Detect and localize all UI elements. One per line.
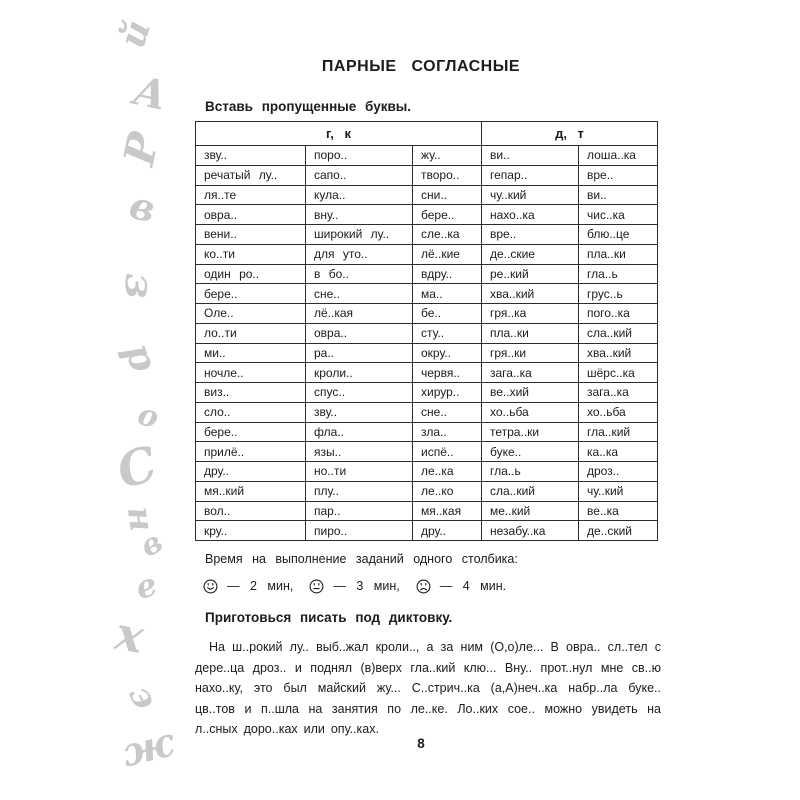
table-cell: сла..кий xyxy=(579,323,658,343)
table-cell: пар.. xyxy=(306,501,413,521)
table-cell: гла..ь xyxy=(482,462,579,482)
neutral-face-icon xyxy=(309,579,324,594)
table-cell: бе.. xyxy=(413,304,482,324)
margin-letter-А: А xyxy=(129,67,172,120)
table-cell: прилё.. xyxy=(196,442,306,462)
table-cell: плу.. xyxy=(306,481,413,501)
margin-letter-в: в xyxy=(134,524,169,565)
table-cell: бере.. xyxy=(196,284,306,304)
table-row xyxy=(196,323,658,343)
table-cell: окру.. xyxy=(413,343,482,363)
table-cell: ви.. xyxy=(579,185,658,205)
table-cell: для уто.. xyxy=(306,244,413,264)
table-cell: де..ский xyxy=(579,521,658,541)
table-cell: сапо.. xyxy=(306,165,413,185)
table-cell: лё..кая xyxy=(306,304,413,324)
table-cell: поро.. xyxy=(306,146,413,166)
table-row xyxy=(196,244,658,264)
table-row xyxy=(196,264,658,284)
table-cell: ло..ти xyxy=(196,323,306,343)
table-cell: ми.. xyxy=(196,343,306,363)
table-cell: лоша..ка xyxy=(579,146,658,166)
timing-label: — 3 мин, xyxy=(333,579,400,593)
table-cell: тетра..ки xyxy=(482,422,579,442)
table-cell: вдру.. xyxy=(413,264,482,284)
table-cell: в бо.. xyxy=(306,264,413,284)
table-cell: бере.. xyxy=(196,422,306,442)
table-cell: речатый лу.. xyxy=(196,165,306,185)
table-row xyxy=(196,304,658,324)
table-row xyxy=(196,225,658,245)
table-cell: кроли.. xyxy=(306,363,413,383)
table-cell: вени.. xyxy=(196,225,306,245)
table-cell: хо..ьба xyxy=(579,402,658,422)
table-cell: мя..кая xyxy=(413,501,482,521)
table-cell: спус.. xyxy=(306,383,413,403)
table-cell: буке.. xyxy=(482,442,579,462)
table-cell: вол.. xyxy=(196,501,306,521)
table-cell: гря..ка xyxy=(482,304,579,324)
word-table xyxy=(195,121,658,541)
table-row xyxy=(196,146,658,166)
margin-letter-н: н xyxy=(118,503,162,535)
table-row xyxy=(196,521,658,541)
table-row xyxy=(196,442,658,462)
table-cell: чу..кий xyxy=(482,185,579,205)
table-row xyxy=(196,462,658,482)
table-cell: ра.. xyxy=(306,343,413,363)
table-cell: фла.. xyxy=(306,422,413,442)
timing-item xyxy=(203,579,293,594)
table-group-header-0: г, к xyxy=(196,122,482,146)
table-row xyxy=(196,205,658,225)
table-cell: гря..ки xyxy=(482,343,579,363)
table-cell: блю..це xyxy=(579,225,658,245)
table-cell: но..ти xyxy=(306,462,413,482)
page-title: ПАРНЫЕ СОГЛАСНЫЕ xyxy=(321,58,521,75)
table-cell: чу..кий xyxy=(579,481,658,501)
margin-letter-ж: ж xyxy=(116,718,180,777)
table-cell: хирур.. xyxy=(413,383,482,403)
table-cell: кру.. xyxy=(196,521,306,541)
table-row xyxy=(196,185,658,205)
table-cell: незабу..ка xyxy=(482,521,579,541)
table-cell: бере.. xyxy=(413,205,482,225)
table-cell: червя.. xyxy=(413,363,482,383)
table-cell: пла..ки xyxy=(482,323,579,343)
table-cell: гла..ь xyxy=(579,264,658,284)
table-row xyxy=(196,422,658,442)
margin-letter-е: е xyxy=(130,564,162,608)
table-cell: пого..ка xyxy=(579,304,658,324)
table-cell: широкий лу.. xyxy=(306,225,413,245)
table-group-header-1: д, т xyxy=(482,122,658,146)
table-cell: вре.. xyxy=(482,225,579,245)
table-cell: гепар.. xyxy=(482,165,579,185)
table-cell: зву.. xyxy=(196,146,306,166)
table-cell: кула.. xyxy=(306,185,413,205)
dictation-heading: Приготовься писать под диктовку. xyxy=(205,610,453,625)
table-cell: жу.. xyxy=(413,146,482,166)
margin-letter-в: в xyxy=(125,181,161,232)
table-cell: ко..ти xyxy=(196,244,306,264)
table-cell: зла.. xyxy=(413,422,482,442)
table-row xyxy=(196,501,658,521)
table-cell: хва..кий xyxy=(482,284,579,304)
table-cell: овра.. xyxy=(196,205,306,225)
table-cell: ме..кий xyxy=(482,501,579,521)
table-cell: гла..кий xyxy=(579,422,658,442)
table-cell: ночле.. xyxy=(196,363,306,383)
table-cell: вре.. xyxy=(579,165,658,185)
table-row xyxy=(196,481,658,501)
table-cell: творо.. xyxy=(413,165,482,185)
sad-face-icon xyxy=(416,579,431,594)
table-cell: зага..ка xyxy=(482,363,579,383)
table-cell: ве..хий xyxy=(482,383,579,403)
table-cell: зву.. xyxy=(306,402,413,422)
timing-label: — 2 мин, xyxy=(227,579,294,593)
margin-letter-Р: Р xyxy=(114,128,169,170)
table-row xyxy=(196,383,658,403)
table-cell: сле..ка xyxy=(413,225,482,245)
table-row xyxy=(196,402,658,422)
table-cell: ле..ка xyxy=(413,462,482,482)
table-cell: грус..ь xyxy=(579,284,658,304)
margin-letter-о: о xyxy=(134,397,163,436)
table-cell: ре..кий xyxy=(482,264,579,284)
table-cell: сне.. xyxy=(413,402,482,422)
table-row xyxy=(196,284,658,304)
table-cell: пла..ки xyxy=(579,244,658,264)
table-cell: испё.. xyxy=(413,442,482,462)
margin-letter-з: з xyxy=(115,272,164,300)
table-cell: сне.. xyxy=(306,284,413,304)
table-cell: ка..ка xyxy=(579,442,658,462)
table-cell: де..ские xyxy=(482,244,579,264)
table-cell: овра.. xyxy=(306,323,413,343)
table-row xyxy=(196,343,658,363)
table-cell: язы.. xyxy=(306,442,413,462)
table-cell: сту.. xyxy=(413,323,482,343)
table-cell: ля..те xyxy=(196,185,306,205)
table-cell: нахо..ка xyxy=(482,205,579,225)
table-cell: мя..кий xyxy=(196,481,306,501)
table-cell: лё..кие xyxy=(413,244,482,264)
table-cell: один ро.. xyxy=(196,264,306,284)
table-cell: ле..ко xyxy=(413,481,482,501)
margin-letter-р: р xyxy=(116,336,168,378)
table-row xyxy=(196,165,658,185)
table-cell: сла..кий xyxy=(482,481,579,501)
margin-letter-э: э xyxy=(120,677,166,717)
dictation-text: На ш..рокий лу.. выб..жал кроли.., а за ним (О,о)ле... В овра.. сл..тел с дере..ца дроз.. и поднял (в)верх гла..кий клю... Вну.. прот..нул мне св..ю нахо..ку, это был майский жу... С..стрич..ка (а,А)неч..ка набр..ла буке.. цв..тов и п..шла на занятия по ле..ке. Ло..ких сое.. можно увидеть на л..сных доро..ках или опу..ках. xyxy=(195,640,661,736)
timing-intro-text: Время на выполнение заданий одного столбика: xyxy=(205,552,518,566)
margin-letter-С: С xyxy=(111,435,164,501)
timing-item xyxy=(309,579,399,594)
table-cell: хва..кий xyxy=(579,343,658,363)
table-row xyxy=(196,363,658,383)
table-cell: ве..ка xyxy=(579,501,658,521)
table-cell: вну.. xyxy=(306,205,413,225)
margin-letter-х: х xyxy=(111,606,148,664)
timing-label: — 4 мин. xyxy=(439,579,507,593)
table-cell: ма.. xyxy=(413,284,482,304)
timing-line xyxy=(203,576,522,596)
happy-face-icon xyxy=(203,579,218,594)
table-cell: сни.. xyxy=(413,185,482,205)
table-cell: дру.. xyxy=(196,462,306,482)
task-heading-insert-letters: Вставь пропущенные буквы. xyxy=(205,99,412,114)
table-cell: Оле.. xyxy=(196,304,306,324)
table-cell: дроз.. xyxy=(579,462,658,482)
table-cell: виз.. xyxy=(196,383,306,403)
table-cell: зага..ка xyxy=(579,383,658,403)
table-cell: ви.. xyxy=(482,146,579,166)
table-cell: чис..ка xyxy=(579,205,658,225)
page-number: 8 xyxy=(417,736,425,751)
margin-letter-й: й xyxy=(111,15,160,53)
table-cell: шёрс..ка xyxy=(579,363,658,383)
table-cell: хо..ьба xyxy=(482,402,579,422)
table-cell: пиро.. xyxy=(306,521,413,541)
table-cell: сло.. xyxy=(196,402,306,422)
table-cell: дру.. xyxy=(413,521,482,541)
timing-item xyxy=(416,579,506,594)
